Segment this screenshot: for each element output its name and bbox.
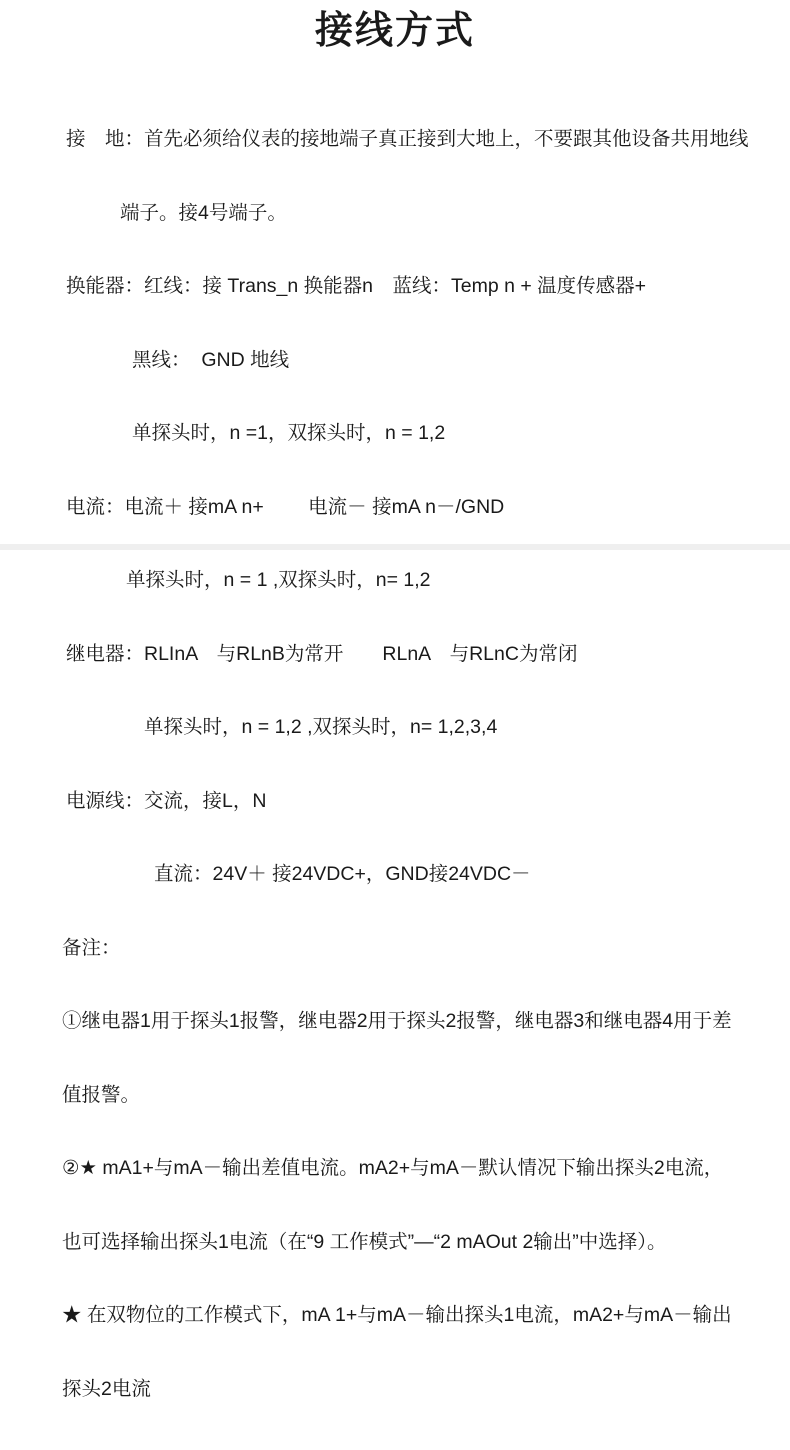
line-transducer-probe-note: 单探头时，n =1，双探头时，n = 1,2 — [132, 422, 446, 444]
line-current-probe-note: 单探头时，n = 1 ,双探头时，n= 1,2 — [126, 569, 431, 591]
line-ground-cont: 端子。接4号端子。 — [120, 201, 287, 224]
line-note3: ★ 在双物位的工作模式下，mA 1+与mA－输出探头1电流，mA2+与mA－输出 — [62, 1304, 732, 1326]
document-body — [0, 78, 790, 1450]
line-transducer: 换能器：红线：接 Trans_n 换能器n 蓝线：Temp n + 温度传感器+ — [66, 275, 647, 297]
line-power-ac: 电源线：交流，接L，N — [66, 789, 267, 812]
line-power-dc: 直流：24V＋ 接24VDC+，GND接24VDC－ — [154, 863, 531, 885]
line-current: 电流：电流＋ 接mA n+ 电流－ 接mA n－/GND — [66, 495, 505, 518]
line-note2-cont: 也可选择输出探头1电流（在“9 工作模式”—“2 mAOut 2输出”中选择）。 — [62, 1230, 667, 1253]
line-transducer-black: 黑线： GND 地线 — [132, 348, 290, 371]
line-note2: ②★ mA1+与mA－输出差值电流。mA2+与mA－默认情况下输出探头2电流， — [62, 1157, 724, 1179]
page-title: 接线方式 — [314, 10, 475, 52]
bottom-strip — [0, 544, 790, 550]
line-relay: 继电器：RLInA 与RLnB为常开 RLnA 与RLnC为常闭 — [66, 642, 578, 665]
line-notes-heading: 备注： — [62, 936, 121, 959]
line-relay-probe-note: 单探头时，n = 1,2 ,双探头时，n= 1,2,3,4 — [144, 716, 498, 738]
line-note1: ①继电器1用于探头1报警，继电器2用于探头2报警，继电器3和继电器4用于差 — [62, 1010, 732, 1032]
line-note1-cont: 值报警。 — [62, 1083, 141, 1106]
line-note3-cont: 探头2电流 — [62, 1377, 151, 1400]
line-ground: 接 地：首先必须给仪表的接地端子真正接到大地上，不要跟其他设备共用地线 — [66, 128, 749, 150]
